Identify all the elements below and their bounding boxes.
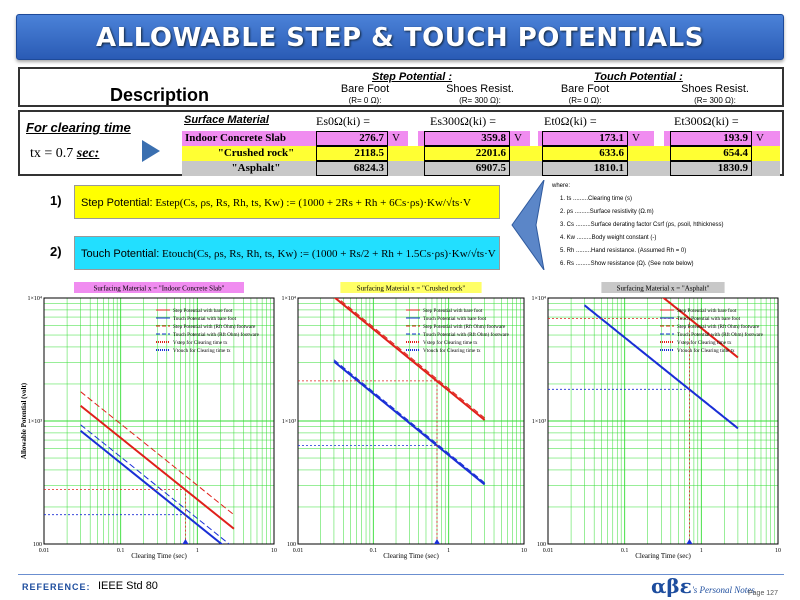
col-head-2: Shoes Resist. (R= 300 Ω): (446, 83, 514, 105)
legend-label: Touch Potential with bare foot (677, 316, 741, 322)
legend-label: Vtouch for Clearing time tx (677, 348, 735, 354)
y-tick-label: 1×10³ (282, 419, 296, 425)
row-name: Indoor Concrete Slab (182, 131, 312, 146)
legend-label: Step Potential with bare foot (677, 308, 737, 314)
cell-value: 193.9 (670, 131, 752, 146)
unit-label: V (756, 132, 764, 144)
x-axis-label: Clearing Time (sec) (635, 552, 691, 560)
tx-marker-icon (686, 539, 692, 544)
legend-label: Step Potential with (Rft Ohm) footware (423, 324, 506, 330)
bracket-chevron-icon (510, 180, 546, 270)
row-name: "Crushed rock" (217, 147, 295, 159)
header-box (18, 67, 784, 107)
legend-label: Touch Potential with bare foot (423, 316, 487, 322)
legend-label: Touch Potential with (Rft Ohm) footware (173, 332, 259, 338)
chart-indoor-concrete (20, 280, 280, 560)
y-tick-label: 1×10⁴ (282, 296, 296, 302)
clearing-time-label: For clearing time (26, 120, 131, 135)
legend-label: Vstep for Clearing time tx (677, 340, 732, 346)
chart-title: Surfacing Material x = "Asphalt" (616, 284, 710, 293)
y-tick-label: 1×10³ (27, 419, 42, 425)
formula-number-2: 2) (50, 244, 62, 259)
x-tick-label: 1 (195, 548, 199, 554)
description-label: Description (110, 85, 210, 105)
legend-label: Vtouch for Clearing time tx (423, 348, 481, 354)
page-title: ALLOWABLE STEP & TOUCH POTENTIALS (96, 23, 704, 53)
x-axis-label: Clearing Time (sec) (131, 552, 187, 560)
cell-value: 1810.1 (542, 161, 628, 176)
y-axis-label: Allowable Potential (volt) (20, 382, 28, 460)
cell-value: 276.7 (316, 131, 388, 146)
col-es0-head: Es0Ω(ki) = (316, 114, 371, 128)
cell-value: 2118.5 (316, 146, 388, 161)
x-axis-label: Clearing Time (sec) (383, 552, 439, 560)
col-et300-head: Et300Ω(ki) = (674, 114, 739, 128)
y-tick-label: 1×10⁴ (532, 296, 546, 302)
x-tick-label: 1 (447, 548, 451, 554)
where-item: 4. Kw .........Body weight constant (-) (560, 235, 657, 241)
page-number: Page 127 (748, 590, 778, 597)
title-bar (16, 14, 784, 60)
col-head-3: Bare Foot (R= 0 Ω): (560, 83, 610, 105)
y-tick-label: 100 (537, 542, 546, 548)
step-group-label: Step Potential : (372, 71, 453, 83)
x-tick-label: 10 (775, 548, 781, 554)
reference-value: IEEE Std 80 (98, 580, 158, 592)
x-tick-label: 1 (699, 548, 703, 554)
where-item: 3. Cs .........Surface derating factor Csrf (ρs, ρsoil, hthickness) (560, 222, 724, 228)
chart-title: Surfacing Material x = "Indoor Concrete Slab" (93, 284, 225, 293)
legend-label: Step Potential with (Rft Ohm) footware (173, 324, 256, 330)
where-item: 6. Rs .........Show resistance (Ω). (See note below) (560, 261, 694, 267)
x-tick-label: 0.01 (38, 548, 50, 554)
formula-number-1: 1) (50, 193, 62, 208)
legend-label: Vstep for Clearing time tx (173, 340, 228, 346)
where-item: 2. ρs .........Surface resistivity (Ω.m) (560, 209, 654, 215)
tx-marker-icon (182, 539, 188, 544)
x-tick-label: 0.1 (620, 548, 629, 554)
y-tick-label: 1×10⁴ (27, 296, 42, 302)
step-formula-label: Step Potential: (81, 197, 153, 209)
col-head-4: Shoes Resist. (R= 300 Ω): (681, 83, 749, 105)
legend-label: Touch Potential with (Rft Ohm) footware (677, 332, 763, 338)
legend-label: Step Potential with (Rft Ohm) footware (677, 324, 760, 330)
col-head-1: Bare Foot (R= 0 Ω): (340, 83, 390, 105)
x-tick-label: 0.1 (116, 548, 125, 554)
cell-value: 1830.9 (670, 161, 752, 176)
chart-asphalt (532, 280, 784, 560)
results-table (18, 110, 784, 176)
reference-label: REFERENCE: (22, 582, 91, 592)
col-es300-head: Es300Ω(ki) = (430, 114, 497, 128)
where-item: 1. ts .........Clearing time (s) (560, 196, 633, 202)
legend-label: Touch Potential with (Rft Ohm) footware (423, 332, 509, 338)
touch-formula (74, 236, 500, 270)
touch-formula-label: Touch Potential: (81, 248, 160, 260)
tx-marker-icon (434, 539, 440, 544)
touch-group-label: Touch Potential : (594, 71, 683, 83)
x-tick-label: 0.01 (292, 548, 304, 554)
x-tick-label: 0.01 (542, 548, 554, 554)
series-group (44, 392, 234, 554)
x-tick-label: 10 (271, 548, 277, 554)
touch-formula-expr: Etouch(Cs, ρs, Rs, Rh, ts, Kw) := (1000 + Rs/2 + Rh + 1.5Cs·ρs)·Kw/√ts·V (162, 248, 496, 260)
y-tick-label: 1×10³ (532, 419, 546, 425)
cell-value: 633.6 (542, 146, 628, 161)
surface-material-head: Surface Material (184, 114, 269, 126)
where-title: where: (552, 183, 571, 189)
step-formula (74, 185, 500, 219)
y-tick-label: 100 (287, 542, 296, 548)
legend-label: Touch Potential with bare foot (173, 316, 237, 322)
row-name: "Asphalt" (231, 162, 281, 174)
tx-value: tx = 0.7 sec: (30, 146, 100, 161)
cell-value: 6824.3 (316, 161, 388, 176)
legend-label: Vtouch for Clearing time tx (173, 348, 231, 354)
legend-label: Vstep for Clearing time tx (423, 340, 478, 346)
y-tick-label: 100 (33, 542, 42, 548)
chart-title: Surfacing Material x = "Crushed rock" (356, 284, 466, 293)
col-et0-head: Et0Ω(ki) = (544, 114, 597, 128)
cell-value: 654.4 (670, 146, 752, 161)
chart-crushed-rock (282, 280, 530, 560)
legend-label: Step Potential with bare foot (173, 308, 233, 314)
where-legend (552, 180, 724, 271)
legend-label: Step Potential with bare foot (423, 308, 483, 314)
unit-label: V (392, 132, 400, 144)
play-arrow-icon (142, 140, 160, 162)
step-formula-expr: Estep(Cs, ρs, Rs, Rh, ts, Kw) := (1000 + 2Rs + Rh + 6Cs·ρs)·Kw/√ts·V (155, 197, 471, 209)
x-tick-label: 0.1 (369, 548, 378, 554)
cell-value: 173.1 (542, 131, 628, 146)
cell-value: 359.8 (424, 131, 510, 146)
cell-value: 2201.6 (424, 146, 510, 161)
unit-label: V (632, 132, 640, 144)
unit-label: V (514, 132, 522, 144)
where-item: 5. Rh .........Hand resistance. (Assumed Rh = 0) (560, 248, 687, 254)
logo: αβε's Personal Notes (651, 574, 755, 598)
x-tick-label: 10 (521, 548, 527, 554)
cell-value: 6907.5 (424, 161, 510, 176)
